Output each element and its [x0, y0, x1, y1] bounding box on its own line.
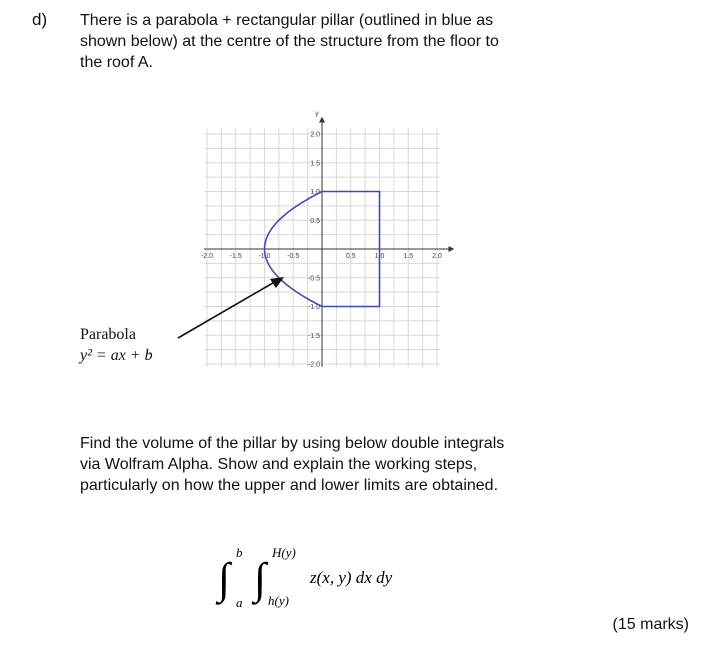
outer-lower-limit: a: [236, 595, 243, 610]
x-tick-label: 0.5: [345, 253, 356, 260]
parabola-name: Parabola: [80, 326, 136, 343]
y-tick-label: 1.0: [310, 189, 320, 196]
y-tick-label: -1.5: [307, 332, 320, 340]
y-tick-label: -2.0: [307, 361, 320, 369]
x-tick-label: -1.0: [258, 253, 271, 260]
inner-lower-limit: h(y): [268, 593, 289, 608]
x-tick-label: -1.5: [229, 253, 242, 260]
task-line: particularly on how the upper and lower limits are obtained.: [80, 477, 499, 494]
intro-line: the roof A.: [80, 54, 153, 71]
marks: (15 marks): [612, 616, 689, 633]
x-tick-label: 1.0: [374, 253, 385, 260]
task-line: via Wolfram Alpha. Show and explain the working steps,: [80, 456, 478, 473]
outer-integral-sign: ∫: [218, 554, 231, 603]
question-task: [80, 433, 640, 496]
parabola-pointer-arrow: [160, 270, 300, 350]
inner-upper-limit: H(y): [272, 545, 296, 560]
y-tick-label: 1.5: [310, 160, 320, 168]
y-tick-label: -0.5: [307, 275, 320, 283]
x-tick-label: 2.0: [432, 253, 442, 260]
x-tick-label: -2.0: [200, 253, 214, 260]
y-tick-label: -1.0: [307, 304, 320, 311]
x-tick-label: 1.5: [403, 253, 414, 260]
question-label: d): [32, 10, 48, 29]
task-line: Find the volume of the pillar by using below double integrals: [80, 435, 505, 452]
double-integral: [210, 535, 460, 615]
integrand: z(x, y) dx dy: [310, 568, 393, 587]
parabola-label: [80, 324, 153, 366]
outer-upper-limit: b: [236, 545, 243, 560]
parabola-equation: y² = ax + b: [80, 347, 153, 364]
x-axis-arrow: [449, 246, 455, 252]
intro-line: There is a parabola + rectangular pillar (outlined in blue as: [80, 12, 494, 29]
y-axis-label: y: [315, 110, 319, 118]
intro-line: shown below) at the centre of the structure from the floor to: [80, 33, 499, 50]
y-axis-arrow: [319, 117, 325, 123]
y-tick-label: 2.0: [310, 131, 320, 139]
inner-integral-sign: ∫: [254, 554, 267, 603]
question-intro: [80, 10, 640, 73]
x-tick-label: -0.5: [287, 253, 300, 260]
y-tick-label: 0.5: [310, 217, 320, 225]
